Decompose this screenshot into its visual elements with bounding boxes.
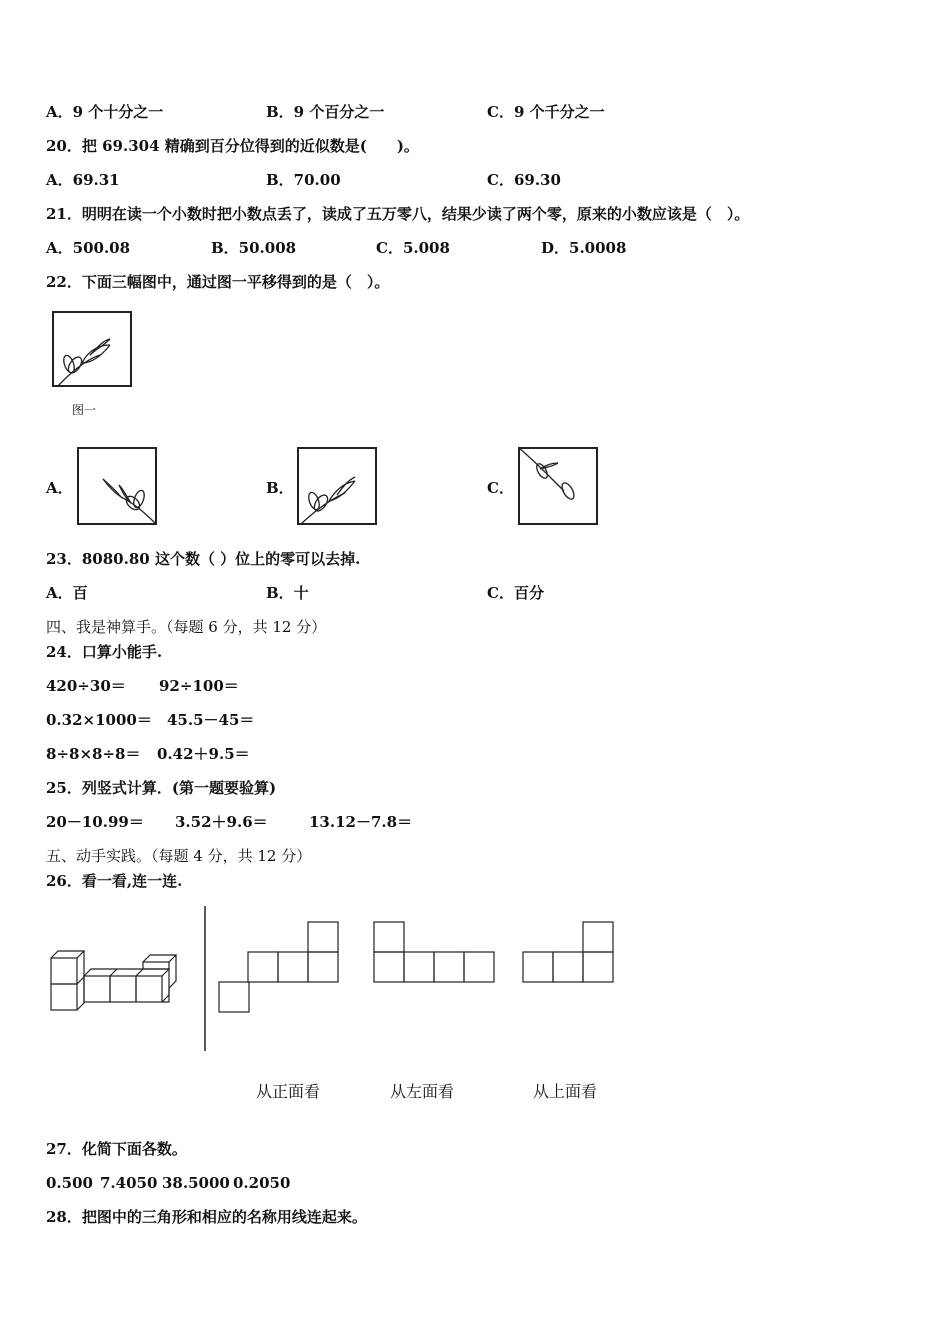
figure-one-label: 图一 xyxy=(72,403,97,417)
q25-expr-2: 3.52＋9.6＝ xyxy=(175,813,268,831)
q27-number-1: 0.500 xyxy=(46,1174,93,1192)
q19-option-b: B．9 个百分之一 xyxy=(266,103,385,121)
section-5-heading: 五、动手实践。（每题 4 分，共 12 分） xyxy=(46,847,312,865)
q23-stem: 23．8080.80 这个数（ ）位上的零可以去掉. xyxy=(46,550,361,568)
q24-r2c2: 45.5－45＝ xyxy=(167,711,255,729)
q21-option-d: D．5.0008 xyxy=(541,239,627,257)
q23-option-c: C．百分 xyxy=(487,584,544,602)
q21-option-a: A．500.08 xyxy=(46,239,131,257)
q20-option-c: C．69.30 xyxy=(487,171,561,189)
q25-stem: 25．列竖式计算．(第一题要验算) xyxy=(46,779,277,797)
q22-stem: 22．下面三幅图中，通过图一平移得到的是（ ）。 xyxy=(46,273,390,291)
section-4-heading: 四、我是神算手。（每题 6 分，共 12 分） xyxy=(46,618,327,636)
q22-figure-c xyxy=(518,447,600,527)
q22-figure-b xyxy=(297,447,379,527)
q24-r3c1: 8÷8×8÷8＝ xyxy=(46,745,141,763)
caption-front-view: 从正面看 xyxy=(256,1082,321,1101)
q21-stem: 21．明明在读一个小数时把小数点丢了，读成了五万零八，结果少读了两个零，原来的小数应该是（ ）。 xyxy=(46,205,750,223)
q20-option-a: A．69.31 xyxy=(46,171,120,189)
q24-r1c1: 420÷30＝ xyxy=(46,677,126,695)
q27-number-3: 38.5000 xyxy=(162,1174,230,1192)
q19-option-c: C．9 个千分之一 xyxy=(487,103,605,121)
vertical-divider xyxy=(203,906,207,1051)
q22-option-a: A． xyxy=(46,479,73,497)
figure-one-leaf xyxy=(52,311,134,389)
q22-option-c: C． xyxy=(487,479,514,497)
q28-stem: 28．把图中的三角形和相应的名称用线连起来。 xyxy=(46,1208,367,1226)
q27-number-2: 7.4050 xyxy=(100,1174,158,1192)
q20-option-b: B．70.00 xyxy=(266,171,341,189)
q24-stem: 24．口算小能手. xyxy=(46,643,163,661)
q21-option-c: C．5.008 xyxy=(376,239,450,257)
view-shape-3 xyxy=(521,920,615,984)
q27-number-4: 0.2050 xyxy=(233,1174,291,1192)
q24-r1c2: 92÷100＝ xyxy=(159,677,239,695)
q23-option-a: A．百 xyxy=(46,584,88,602)
q22-option-b: B． xyxy=(266,479,294,497)
caption-left-view: 从左面看 xyxy=(390,1082,455,1101)
view-shape-1 xyxy=(218,920,340,1014)
q20-stem: 20．把 69.304 精确到百分位得到的近似数是( )。 xyxy=(46,137,419,155)
q22-figure-a xyxy=(77,447,159,527)
q23-option-b: B．十 xyxy=(266,584,309,602)
cube-assembly-figure xyxy=(48,948,188,1014)
q26-stem: 26．看一看,连一连. xyxy=(46,872,183,890)
q25-expr-1: 20－10.99＝ xyxy=(46,813,144,831)
view-shape-2 xyxy=(372,920,496,984)
q21-option-b: B．50.008 xyxy=(211,239,297,257)
caption-top-view: 从上面看 xyxy=(533,1082,598,1101)
q24-r2c1: 0.32×1000＝ xyxy=(46,711,152,729)
q19-option-a: A．9 个十分之一 xyxy=(46,103,164,121)
q27-stem: 27．化简下面各数。 xyxy=(46,1140,187,1158)
q24-r3c2: 0.42＋9.5＝ xyxy=(157,745,250,763)
q25-expr-3: 13.12－7.8＝ xyxy=(309,813,413,831)
